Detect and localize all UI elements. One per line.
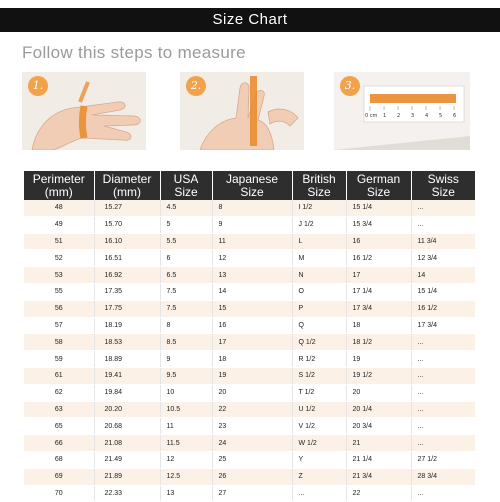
- step-3-number: 3.: [340, 76, 360, 96]
- step-2-number: 2.: [186, 76, 206, 96]
- table-cell: 11: [212, 233, 292, 250]
- table-cell: 12.5: [160, 468, 212, 485]
- table-cell: ...: [411, 435, 475, 452]
- table-cell: R 1/2: [292, 351, 346, 368]
- table-cell: 16.92: [94, 267, 160, 284]
- table-cell: 16.10: [94, 233, 160, 250]
- table-cell: 61: [24, 367, 94, 384]
- table-cell: 11.5: [160, 435, 212, 452]
- table-cell: P: [292, 300, 346, 317]
- table-cell: U 1/2: [292, 401, 346, 418]
- table-cell: 19.84: [94, 384, 160, 401]
- table-cell: 17.75: [94, 300, 160, 317]
- table-cell: ...: [411, 401, 475, 418]
- ruler-mark-4: 4: [425, 113, 429, 119]
- table-cell: 58: [24, 334, 94, 351]
- table-row: [24, 384, 475, 401]
- table-cell: S 1/2: [292, 367, 346, 384]
- table-cell: 5: [160, 216, 212, 233]
- table-cell: 26: [212, 468, 292, 485]
- table-cell: 10.5: [160, 401, 212, 418]
- table-cell: 14: [212, 283, 292, 300]
- table-cell: 15.70: [94, 216, 160, 233]
- table-cell: 65: [24, 418, 94, 435]
- ring-size-table: [24, 171, 475, 502]
- table-cell: I 1/2: [292, 200, 346, 216]
- table-cell: 12 3/4: [411, 250, 475, 267]
- table-cell: 27 1/2: [411, 451, 475, 468]
- table-cell: 18.19: [94, 317, 160, 334]
- table-cell: 10: [160, 384, 212, 401]
- table-cell: 22: [346, 485, 411, 502]
- step-3-image: [334, 72, 470, 150]
- table-cell: 16.51: [94, 250, 160, 267]
- table-cell: 17 1/4: [346, 283, 411, 300]
- table-cell: 12: [212, 250, 292, 267]
- table-cell: 13: [212, 267, 292, 284]
- table-cell: 70: [24, 485, 94, 502]
- table-cell: ...: [411, 334, 475, 351]
- table-cell: 17 3/4: [411, 317, 475, 334]
- table-cell: ...: [411, 367, 475, 384]
- table-cell: 15: [212, 300, 292, 317]
- table-cell: 21 3/4: [346, 468, 411, 485]
- header-perimeter: Perimeter (mm): [24, 171, 94, 200]
- table-cell: 18: [212, 351, 292, 368]
- table-cell: 20: [212, 384, 292, 401]
- table-cell: 25: [212, 451, 292, 468]
- table-cell: 8: [212, 200, 292, 216]
- header-japanese-size: Japanese Size: [212, 171, 292, 200]
- table-cell: 17.35: [94, 283, 160, 300]
- table-row: [24, 334, 475, 351]
- table-cell: 9: [212, 216, 292, 233]
- table-cell: 21.49: [94, 451, 160, 468]
- table-row: [24, 367, 475, 384]
- table-cell: 15.27: [94, 200, 160, 216]
- table-row: [24, 216, 475, 233]
- table-cell: 9: [160, 351, 212, 368]
- table-cell: 4.5: [160, 200, 212, 216]
- table-cell: 20 1/4: [346, 401, 411, 418]
- table-cell: 15 3/4: [346, 216, 411, 233]
- table-cell: 11 3/4: [411, 233, 475, 250]
- step-1-image: [22, 72, 146, 150]
- ruler-mark-2: 2: [397, 113, 401, 119]
- table-cell: 18: [346, 317, 411, 334]
- step-2-image: [180, 72, 304, 150]
- table-cell: 20: [346, 384, 411, 401]
- table-cell: 24: [212, 435, 292, 452]
- table-cell: ...: [411, 200, 475, 216]
- table-row: [24, 485, 475, 502]
- table-cell: 23: [212, 418, 292, 435]
- table-cell: 16: [212, 317, 292, 334]
- table-cell: 15 1/4: [411, 283, 475, 300]
- table-cell: T 1/2: [292, 384, 346, 401]
- table-row: [24, 200, 475, 216]
- table-cell: 6.5: [160, 267, 212, 284]
- table-cell: 68: [24, 451, 94, 468]
- instructions-heading: Follow this steps to measure: [22, 43, 246, 62]
- header-british-size: British Size: [292, 171, 346, 200]
- table-cell: 7.5: [160, 300, 212, 317]
- table-cell: Y: [292, 451, 346, 468]
- table-cell: 27: [212, 485, 292, 502]
- table-row: [24, 250, 475, 267]
- table-cell: 9.5: [160, 367, 212, 384]
- table-cell: 18.89: [94, 351, 160, 368]
- table-cell: 5.5: [160, 233, 212, 250]
- table-cell: L: [292, 233, 346, 250]
- table-cell: 59: [24, 351, 94, 368]
- table-cell: 69: [24, 468, 94, 485]
- table-cell: 20.68: [94, 418, 160, 435]
- table-cell: ...: [411, 418, 475, 435]
- table-cell: 21 1/4: [346, 451, 411, 468]
- ruler-mark-3: 3: [411, 113, 415, 119]
- table-cell: ...: [411, 216, 475, 233]
- table-cell: 17 3/4: [346, 300, 411, 317]
- table-cell: 20.20: [94, 401, 160, 418]
- ruler-mark-5: 5: [439, 113, 443, 119]
- table-cell: 55: [24, 283, 94, 300]
- table-cell: 16: [346, 233, 411, 250]
- table-cell: Q: [292, 317, 346, 334]
- table-cell: 52: [24, 250, 94, 267]
- table-cell: 11: [160, 418, 212, 435]
- table-cell: O: [292, 283, 346, 300]
- table-cell: 51: [24, 233, 94, 250]
- table-cell: 19: [346, 351, 411, 368]
- table-row: [24, 267, 475, 284]
- ruler-mark-6: 6: [453, 113, 457, 119]
- table-cell: 16 1/2: [346, 250, 411, 267]
- table-cell: 28 3/4: [411, 468, 475, 485]
- table-cell: ...: [411, 384, 475, 401]
- table-cell: 21: [346, 435, 411, 452]
- table-cell: 19 1/2: [346, 367, 411, 384]
- table-row: [24, 468, 475, 485]
- table-cell: Q 1/2: [292, 334, 346, 351]
- table-cell: 18.53: [94, 334, 160, 351]
- table-cell: 18 1/2: [346, 334, 411, 351]
- table-cell: ...: [411, 485, 475, 502]
- table-row: [24, 401, 475, 418]
- ruler-mark-0: 0 cm: [365, 113, 378, 119]
- table-cell: 8: [160, 317, 212, 334]
- table-cell: Z: [292, 468, 346, 485]
- table-cell: 49: [24, 216, 94, 233]
- table-cell: 15 1/4: [346, 200, 411, 216]
- table-cell: 17: [212, 334, 292, 351]
- table-row: [24, 351, 475, 368]
- table-row: [24, 300, 475, 317]
- ruler-mark-1: 1: [383, 113, 387, 119]
- table-cell: 16 1/2: [411, 300, 475, 317]
- table-cell: 22: [212, 401, 292, 418]
- table-cell: 6: [160, 250, 212, 267]
- table-cell: 57: [24, 317, 94, 334]
- table-cell: 12: [160, 451, 212, 468]
- table-row: [24, 418, 475, 435]
- table-cell: 7.5: [160, 283, 212, 300]
- table-cell: 66: [24, 435, 94, 452]
- table-cell: 56: [24, 300, 94, 317]
- table-row: [24, 283, 475, 300]
- table-cell: 13: [160, 485, 212, 502]
- table-body: [24, 200, 475, 502]
- table-cell: 22.33: [94, 485, 160, 502]
- table-cell: M: [292, 250, 346, 267]
- table-cell: 17: [346, 267, 411, 284]
- table-header-row: [24, 171, 475, 200]
- table-row: [24, 451, 475, 468]
- table-cell: 20 3/4: [346, 418, 411, 435]
- table-row: [24, 435, 475, 452]
- step-1-number: 1.: [28, 76, 48, 96]
- header-german-size: German Size: [346, 171, 411, 200]
- table-cell: 53: [24, 267, 94, 284]
- table-cell: 19.41: [94, 367, 160, 384]
- header-swiss-size: Swiss Size: [411, 171, 475, 200]
- table-cell: 48: [24, 200, 94, 216]
- table-cell: 14: [411, 267, 475, 284]
- table-cell: ...: [411, 351, 475, 368]
- header-usa-size: USA Size: [160, 171, 212, 200]
- table-cell: 62: [24, 384, 94, 401]
- table-cell: N: [292, 267, 346, 284]
- table-cell: 19: [212, 367, 292, 384]
- table-cell: 8.5: [160, 334, 212, 351]
- table-cell: ...: [292, 485, 346, 502]
- table-cell: J 1/2: [292, 216, 346, 233]
- table-row: [24, 233, 475, 250]
- header-diameter: Diameter (mm): [94, 171, 160, 200]
- title-banner: [0, 8, 500, 32]
- table-cell: V 1/2: [292, 418, 346, 435]
- table-cell: 21.08: [94, 435, 160, 452]
- table-cell: 63: [24, 401, 94, 418]
- table-cell: W 1/2: [292, 435, 346, 452]
- table-row: [24, 317, 475, 334]
- table-cell: 21.89: [94, 468, 160, 485]
- page-title: Size Chart: [212, 11, 288, 28]
